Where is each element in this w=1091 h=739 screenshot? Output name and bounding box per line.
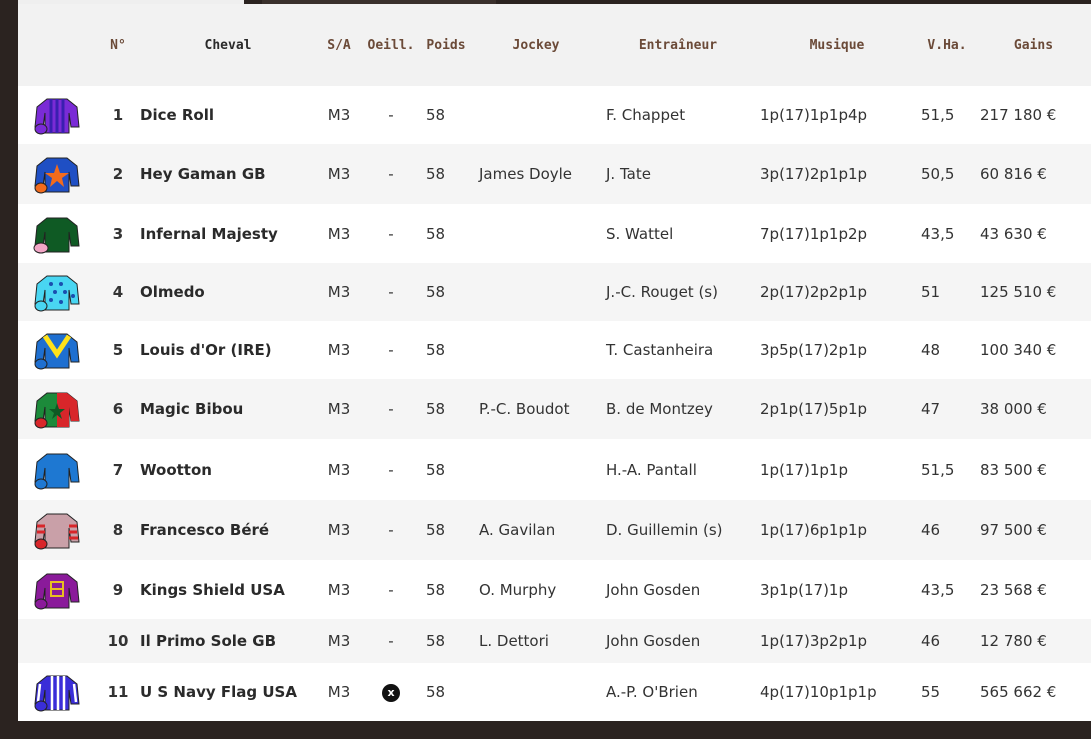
table-row[interactable] — [18, 663, 1091, 720]
cell-num: 11 — [107, 682, 129, 701]
cell-num: 6 — [112, 400, 124, 418]
cell-jockey[interactable] — [472, 86, 600, 144]
cell-gains: 43 630 € — [980, 224, 1047, 243]
table-row[interactable] — [18, 321, 1091, 379]
cell-num: 7 — [112, 460, 124, 479]
runners-panel — [18, 4, 1091, 721]
jockey-silk-icon — [33, 510, 81, 550]
cell-musique: 2p(17)2p2p1p — [760, 283, 868, 301]
cell-poids: 58 — [426, 460, 446, 479]
table-row[interactable] — [18, 500, 1091, 560]
cell-cheval[interactable]: Hey Gaman GB — [140, 165, 266, 183]
cell-silk — [18, 86, 96, 144]
header-oeill[interactable]: Oeill. — [367, 37, 415, 53]
cell-oeill — [362, 204, 420, 263]
cell-jockey[interactable] — [472, 263, 600, 321]
cell-sa: M3 — [327, 632, 351, 650]
cell-num: 5 — [112, 341, 124, 359]
cell-num: 9 — [112, 580, 124, 599]
cell-oeill — [362, 619, 420, 663]
cell-gains: 100 340 € — [980, 341, 1057, 359]
jockey-silk-icon — [33, 330, 81, 370]
table-row[interactable] — [18, 619, 1091, 663]
oeilleres-value: - — [388, 106, 394, 124]
cell-sa: M3 — [327, 460, 351, 479]
cell-num: 8 — [112, 521, 124, 539]
cell-oeill — [362, 86, 420, 144]
cell-jockey[interactable]: James Doyle — [479, 165, 573, 183]
cell-vha: 51,5 — [921, 460, 955, 479]
jockey-silk-icon — [33, 389, 81, 429]
cell-jockey[interactable] — [472, 204, 600, 263]
cell-num: 4 — [112, 283, 124, 301]
cell-cheval[interactable]: Infernal Majesty — [140, 224, 278, 243]
header-vha[interactable]: V.Ha. — [927, 37, 967, 53]
jockey-silk-icon — [33, 154, 81, 194]
cell-cheval[interactable]: Olmedo — [140, 283, 205, 301]
cell-oeill — [362, 439, 420, 500]
cell-entraineur[interactable]: John Gosden — [606, 580, 701, 599]
cell-vha: 46 — [921, 521, 941, 539]
jockey-silk-icon — [33, 570, 81, 610]
cell-musique: 4p(17)10p1p1p — [760, 682, 877, 701]
cell-entraineur[interactable]: J.-C. Rouget (s) — [606, 283, 718, 301]
cell-gains: 12 780 € — [980, 632, 1047, 650]
cell-poids: 58 — [426, 106, 446, 124]
cell-vha: 46 — [921, 632, 941, 650]
header-num[interactable]: N° — [110, 37, 126, 53]
cell-num: 10 — [107, 632, 129, 650]
cell-entraineur[interactable]: H.-A. Pantall — [606, 460, 697, 479]
cell-cheval[interactable]: Magic Bibou — [140, 400, 244, 418]
cell-cheval[interactable]: Il Primo Sole GB — [140, 632, 277, 650]
cell-poids: 58 — [426, 580, 446, 599]
cell-vha: 43,5 — [921, 580, 955, 599]
cell-silk — [18, 663, 96, 720]
cell-vha: 51 — [921, 283, 941, 301]
cell-silk — [18, 439, 96, 500]
header-silk — [18, 4, 96, 86]
cell-entraineur[interactable]: S. Wattel — [606, 224, 674, 243]
cell-cheval[interactable]: U S Navy Flag USA — [140, 682, 297, 701]
cell-gains: 23 568 € — [980, 580, 1047, 599]
cell-oeill — [362, 321, 420, 379]
oeilleres-value: - — [388, 283, 394, 301]
cell-vha: 50,5 — [921, 165, 955, 183]
oeilleres-value: - — [388, 165, 394, 183]
cell-silk — [18, 619, 96, 663]
table-row[interactable] — [18, 263, 1091, 321]
table-header — [18, 4, 1091, 86]
cell-musique: 7p(17)1p1p2p — [760, 224, 868, 243]
cell-vha: 48 — [921, 341, 941, 359]
header-jockey[interactable]: Jockey — [512, 37, 560, 53]
cell-sa: M3 — [327, 341, 351, 359]
table-row[interactable] — [18, 86, 1091, 144]
cell-silk — [18, 560, 96, 619]
cell-silk — [18, 321, 96, 379]
header-entraineur[interactable]: Entraîneur — [638, 37, 718, 53]
oeilleres-value: - — [388, 580, 394, 599]
cell-oeill — [362, 500, 420, 560]
cell-oeill — [362, 263, 420, 321]
cell-vha: 47 — [921, 400, 941, 418]
table-row[interactable] — [18, 439, 1091, 500]
cell-poids: 58 — [426, 165, 446, 183]
cell-cheval[interactable]: Kings Shield USA — [140, 580, 285, 599]
cell-oeill — [362, 144, 420, 204]
cell-num: 1 — [112, 106, 124, 124]
cell-cheval[interactable]: Dice Roll — [140, 106, 215, 124]
cell-cheval[interactable]: Wootton — [140, 460, 212, 479]
cell-sa: M3 — [327, 283, 351, 301]
jockey-silk-icon — [33, 672, 81, 712]
cell-silk — [18, 144, 96, 204]
cell-musique: 3p1p(17)1p — [760, 580, 848, 599]
cell-musique: 1p(17)1p1p — [760, 460, 848, 479]
cell-gains: 83 500 € — [980, 460, 1047, 479]
cell-sa: M3 — [327, 165, 351, 183]
table-row[interactable] — [18, 144, 1091, 204]
oeilleres-value: - — [388, 224, 394, 243]
table-row[interactable] — [18, 560, 1091, 619]
oeilleres-value: - — [388, 400, 394, 418]
cell-oeill — [362, 379, 420, 439]
cell-num: 3 — [112, 224, 124, 243]
cell-entraineur[interactable]: A.-P. O'Brien — [606, 682, 698, 701]
cell-poids: 58 — [426, 632, 446, 650]
oeilleres-value: - — [388, 632, 394, 650]
cell-jockey[interactable] — [472, 663, 600, 720]
cell-entraineur[interactable]: T. Castanheira — [606, 341, 714, 359]
cell-jockey[interactable] — [472, 321, 600, 379]
cell-cheval[interactable]: Louis d'Or (IRE) — [140, 341, 272, 359]
header-sa[interactable]: S/A — [327, 37, 351, 53]
header-gains[interactable]: Gains — [1013, 37, 1054, 53]
cell-vha: 43,5 — [921, 224, 955, 243]
cell-silk — [18, 500, 96, 560]
cell-gains: 60 816 € — [980, 165, 1047, 183]
table-row[interactable] — [18, 204, 1091, 263]
header-poids[interactable]: Poids — [426, 37, 466, 53]
cell-sa: M3 — [327, 224, 351, 243]
oeilleres-value: - — [388, 521, 394, 539]
jockey-silk-icon — [33, 95, 81, 135]
cell-musique: 3p5p(17)2p1p — [760, 341, 868, 359]
runners-table — [18, 4, 1091, 720]
cell-sa: M3 — [327, 682, 351, 701]
cell-entraineur[interactable]: John Gosden — [606, 632, 701, 650]
header-cheval[interactable]: Cheval — [204, 37, 252, 53]
cell-gains: 97 500 € — [980, 521, 1047, 539]
cell-poids: 58 — [426, 682, 446, 701]
cell-jockey[interactable]: O. Murphy — [479, 580, 557, 599]
cell-num: 2 — [112, 165, 124, 183]
cell-musique: 1p(17)3p2p1p — [760, 632, 868, 650]
cell-gains: 217 180 € — [980, 106, 1057, 124]
cell-poids: 58 — [426, 400, 446, 418]
cell-silk — [18, 379, 96, 439]
cell-poids: 58 — [426, 341, 446, 359]
cell-entraineur[interactable]: J. Tate — [606, 165, 651, 183]
cell-silk — [18, 263, 96, 321]
cell-sa: M3 — [327, 400, 351, 418]
jockey-silk-icon — [33, 214, 81, 254]
blinkers-icon: x — [382, 684, 400, 702]
cell-sa: M3 — [327, 580, 351, 599]
cell-cheval[interactable]: Francesco Béré — [140, 521, 270, 539]
cell-jockey[interactable]: P.-C. Boudot — [479, 400, 570, 418]
jockey-silk-icon — [33, 272, 81, 312]
cell-jockey[interactable]: A. Gavilan — [479, 521, 556, 539]
cell-jockey[interactable] — [472, 439, 600, 500]
cell-poids: 58 — [426, 283, 446, 301]
cell-musique: 1p(17)1p1p4p — [760, 106, 868, 124]
cell-gains: 125 510 € — [980, 283, 1057, 301]
cell-entraineur[interactable]: F. Chappet — [606, 106, 686, 124]
cell-entraineur[interactable]: D. Guillemin (s) — [606, 521, 723, 539]
cell-musique: 1p(17)6p1p1p — [760, 521, 868, 539]
header-musique[interactable]: Musique — [809, 37, 865, 53]
table-row[interactable] — [18, 379, 1091, 439]
cell-sa: M3 — [327, 106, 351, 124]
cell-vha: 55 — [921, 682, 941, 701]
cell-entraineur[interactable]: B. de Montzey — [606, 400, 713, 418]
cell-sa: M3 — [327, 521, 351, 539]
oeilleres-value: - — [388, 460, 394, 479]
cell-musique: 3p(17)2p1p1p — [760, 165, 868, 183]
oeilleres-value: - — [388, 341, 394, 359]
cell-gains: 38 000 € — [980, 400, 1047, 418]
cell-gains: 565 662 € — [980, 682, 1057, 701]
cell-oeill — [362, 560, 420, 619]
cell-silk — [18, 204, 96, 263]
jockey-silk-icon — [33, 450, 81, 490]
cell-musique: 2p1p(17)5p1p — [760, 400, 868, 418]
cell-poids: 58 — [426, 224, 446, 243]
cell-oeill — [362, 663, 420, 720]
cell-jockey[interactable]: L. Dettori — [479, 632, 549, 650]
cell-vha: 51,5 — [921, 106, 955, 124]
cell-poids: 58 — [426, 521, 446, 539]
